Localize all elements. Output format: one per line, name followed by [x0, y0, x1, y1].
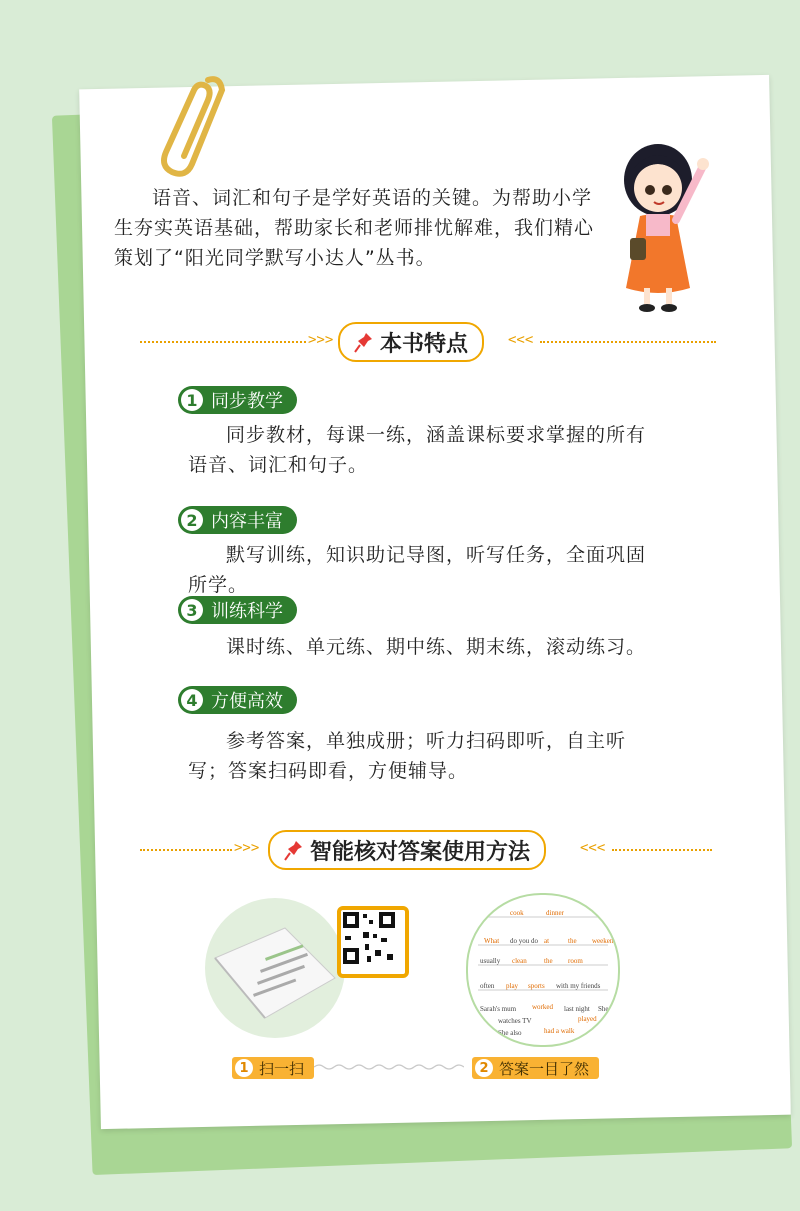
book-scan-illustration — [205, 898, 345, 1038]
qr-code-icon[interactable] — [337, 906, 409, 978]
feature-text: 默写训练，知识助记导图，听写任务，全面巩固所学。 — [188, 544, 647, 596]
step-number: 2 — [475, 1059, 493, 1077]
answer-word: the — [568, 937, 577, 945]
feature-item — [178, 386, 297, 414]
features-title-pill — [338, 322, 484, 362]
features-section-header — [140, 322, 720, 362]
dotted-rule-left — [140, 341, 306, 343]
answer-word: last night — [564, 1005, 590, 1013]
open-book-icon — [205, 898, 345, 1038]
feature-item — [178, 686, 297, 714]
feature-item — [178, 506, 297, 534]
answer-word: What — [484, 937, 500, 945]
answer-word: dinner — [546, 909, 564, 917]
step-label: 扫一扫 — [259, 1059, 305, 1078]
step-label: 答案一目了然 — [499, 1059, 590, 1078]
arrows-right: <<< — [508, 332, 534, 348]
answer-word: weekend — [592, 937, 617, 945]
arrows-left: >>> — [234, 840, 260, 856]
answer-word: with my friends — [556, 982, 601, 990]
feature-number: 4 — [181, 689, 203, 711]
answer-word: the — [544, 957, 553, 965]
answer-word: room — [568, 957, 583, 965]
step-scan-label — [232, 1057, 314, 1079]
answer-sheet-illustration — [466, 893, 620, 1047]
answer-check-section-header — [140, 830, 720, 870]
feature-title: 训练科学 — [211, 601, 283, 622]
intro-paragraph: 语音、词汇和句子是学好英语的关键。为帮助小学生夯实英语基础，帮助家长和老师排忧解难，我们精心策划了“阳光同学默写小达人”丛书。 — [114, 187, 595, 269]
feature-text: 课时练、单元练、期中练、期末练，滚动练习。 — [226, 636, 647, 658]
answer-word: usually — [480, 957, 501, 965]
answer-word: She also — [498, 1029, 522, 1037]
feature-badge — [178, 596, 297, 624]
feature-number: 3 — [181, 599, 203, 621]
answer-word: had a walk — [544, 1027, 575, 1035]
answer-word: cook — [510, 909, 524, 917]
feature-badge — [178, 386, 297, 414]
feature-item — [178, 596, 297, 624]
wavy-connector — [314, 1063, 464, 1071]
answer-word: She — [598, 1005, 609, 1013]
answer-word: watches TV — [498, 1017, 532, 1025]
answer-word: Sarah's mum — [480, 1005, 517, 1013]
feature-number: 1 — [181, 389, 203, 411]
feature-title: 方便高效 — [211, 691, 283, 712]
feature-badge — [178, 506, 297, 534]
arrows-right: <<< — [580, 840, 606, 856]
pushpin-icon — [354, 331, 374, 353]
pushpin-icon — [284, 839, 304, 861]
feature-text: 同步教材，每课一练，涵盖课标要求掌握的所有语音、词汇和句子。 — [188, 424, 647, 476]
feature-text: 参考答案，单独成册；听力扫码即听，自主听写；答案扫码即看，方便辅导。 — [188, 730, 627, 782]
answer-word: often — [480, 982, 495, 990]
answer-word: played — [578, 1015, 597, 1023]
feature-number: 2 — [181, 509, 203, 531]
answer-word: play — [506, 982, 519, 990]
step-answer-label — [472, 1057, 599, 1079]
answer-word: worked — [532, 1003, 553, 1011]
cartoon-girl-illustration — [610, 138, 720, 318]
feature-title: 同步教学 — [211, 391, 283, 412]
dotted-rule-right — [612, 849, 712, 851]
paperclip-icon — [150, 72, 230, 182]
step-number: 1 — [235, 1059, 253, 1077]
answer-word: sports — [528, 982, 545, 990]
dotted-rule-left — [140, 849, 232, 851]
answer-word: at — [544, 937, 550, 945]
feature-badge — [178, 686, 297, 714]
answer-check-title: 智能核对答案使用方法 — [310, 839, 531, 865]
answer-check-title-pill — [268, 830, 546, 870]
answer-word: clean — [512, 957, 527, 965]
feature-title: 内容丰富 — [211, 511, 283, 532]
features-title: 本书特点 — [380, 331, 469, 357]
dotted-rule-right — [540, 341, 716, 343]
answer-word: do you do — [510, 937, 538, 945]
arrows-left: >>> — [308, 332, 334, 348]
